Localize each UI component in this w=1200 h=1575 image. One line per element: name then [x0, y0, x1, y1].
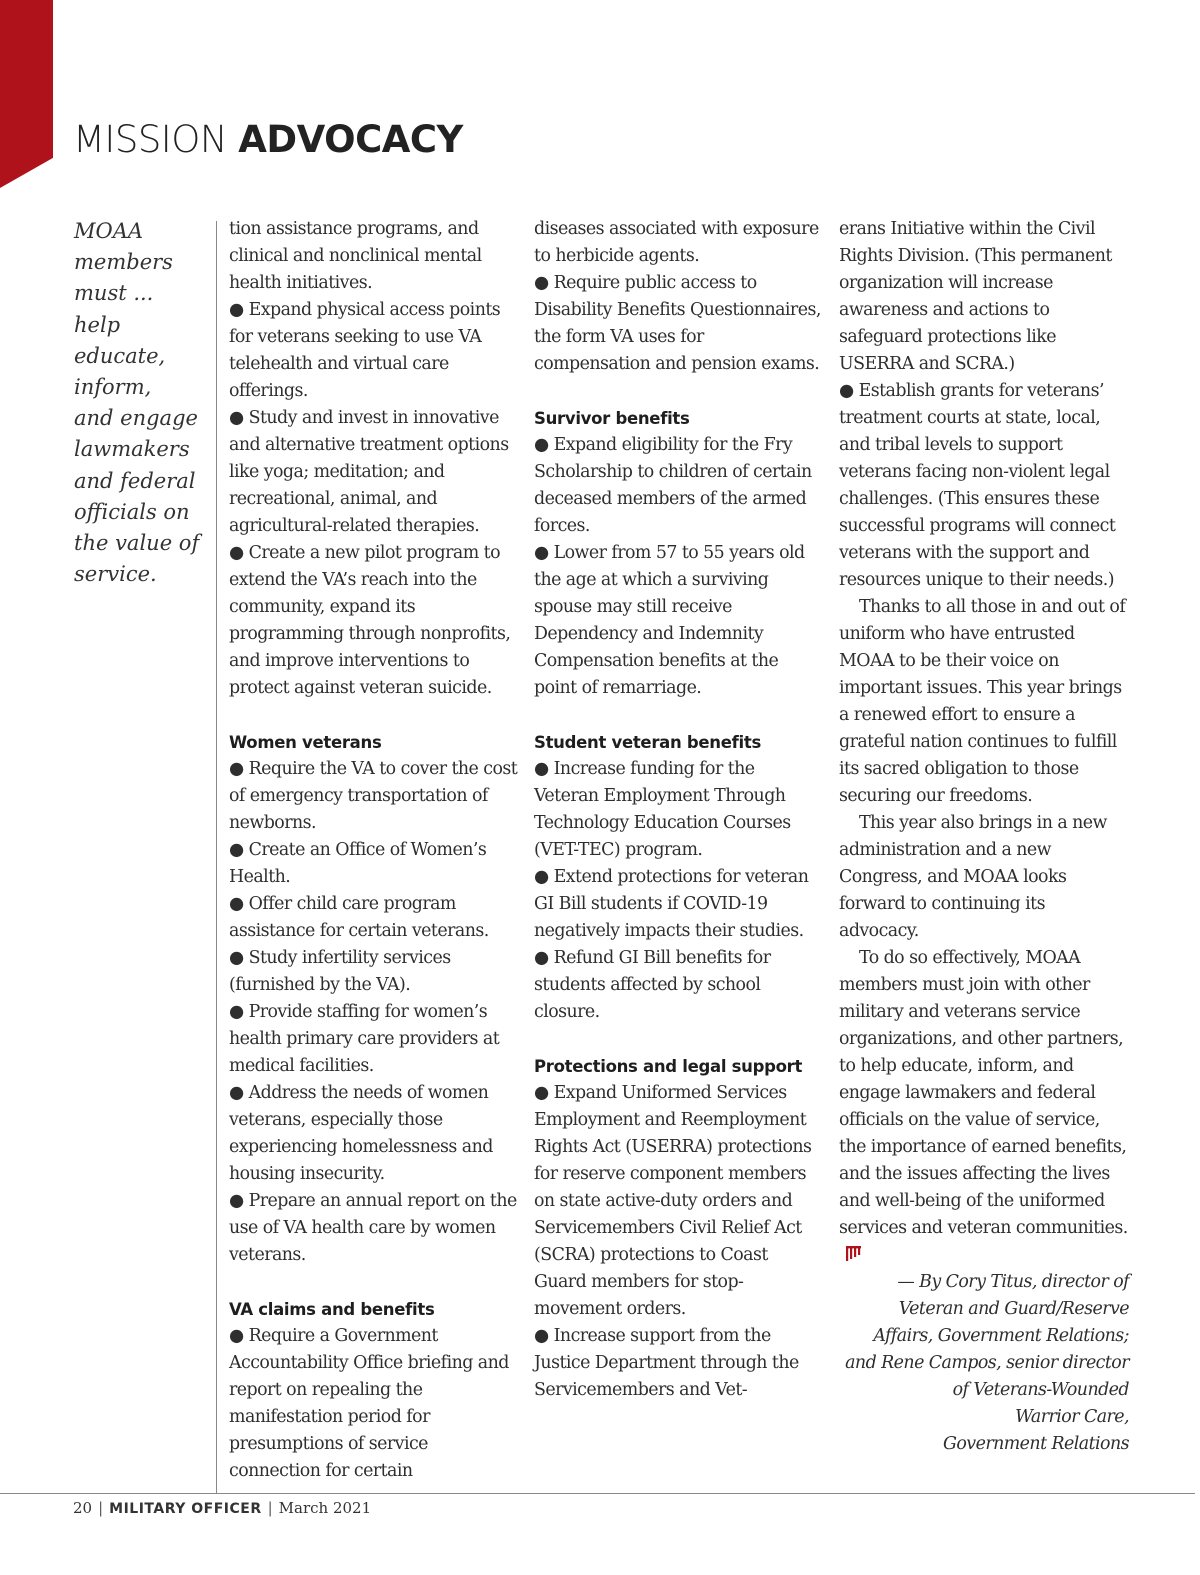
pull-quote-line: MOAA — [74, 219, 144, 243]
spacer — [534, 702, 824, 729]
magazine-name: MILITARY OFFICER — [109, 1501, 262, 1517]
pull-quote-line: service. — [74, 562, 157, 587]
subheading-survivor-benefits: Survivor benefits — [534, 409, 690, 428]
bullet-item: ● Establish grants for veterans’ treatment courts at state, local, and tribal levels to support veterans facing non-violent legal challenges. (This ensures these successful programs will connect veterans with the support and resources unique to their needs.) — [839, 381, 1116, 590]
author-byline — [839, 1269, 1129, 1458]
pull-quote-line: and engage — [74, 406, 198, 431]
bullet-item: ● Expand physical access points for veterans seeking to use VA telehealth and virtual care offerings. — [229, 300, 501, 401]
section-title — [73, 118, 463, 161]
byline-line: Government Relations — [943, 1434, 1129, 1454]
spacer — [229, 1269, 519, 1296]
paragraph: diseases associated with exposure to herbicide agents. — [534, 219, 819, 266]
paragraph — [839, 945, 1129, 1269]
paragraph: This year also brings in a new administration and a new Congress, and MOAA looks forward to continuing its advocacy. — [839, 813, 1107, 941]
end-mark-flag-icon — [845, 1246, 863, 1262]
paragraph: erans Initiative within the Civil Rights Division. (This permanent organization will increase awareness and actions to safeguard protections like USERRA and SCRA.) — [839, 219, 1112, 374]
footer-separator: | — [267, 1499, 273, 1517]
bullet-item: ● Require the VA to cover the cost of emergency transportation of newborns. — [229, 759, 518, 833]
bullet-item: ● Increase funding for the Veteran Employment Through Technology Education Courses (VET-TEC) program. — [534, 759, 791, 860]
page-footer — [73, 1497, 371, 1520]
subheading-protections: Protections and legal support — [534, 1057, 803, 1076]
article-column-1 — [229, 216, 519, 1485]
bullet-item: ● Increase support from the Justice Department through the Servicemembers and Vet- — [534, 1326, 799, 1400]
bullet-item: ● Prepare an annual report on the use of VA health care by women veterans. — [229, 1191, 517, 1265]
byline-line: Affairs, Government Relations; — [873, 1326, 1129, 1346]
pull-quote-line: inform, — [74, 375, 152, 400]
bullet-item: ● Provide staffing for women’s health primary care providers at medical facilities. — [229, 1002, 500, 1076]
bullet-item: ● Require a Government Accountability Office briefing and report on repealing the manifestation period for presumptions of service connection for certain — [229, 1326, 509, 1481]
bullet-item: ● Study and invest in innovative and alternative treatment options like yoga; meditation; and recreational, animal, and agricultural-related therapies. — [229, 408, 509, 536]
subheading-student-veteran-benefits: Student veteran benefits — [534, 733, 761, 752]
bullet-item: ● Lower from 57 to 55 years old the age at which a surviving spouse may still receive Dependency and Indemnity Compensation benefits at the point of remarriage. — [534, 543, 805, 698]
byline-line: Warrior Care, — [1015, 1407, 1129, 1427]
byline-line: of Veterans-Wounded — [952, 1380, 1129, 1400]
bullet-item: ● Create a new pilot program to extend the VA’s reach into the community, expand its programming through nonprofits, and improve interventions to protect against veteran suicide. — [229, 543, 511, 698]
bullet-item: ● Refund GI Bill benefits for students affected by school closure. — [534, 948, 771, 1022]
bullet-item: ● Require public access to Disability Benefits Questionnaires, the form VA uses for compensation and pension exams. — [534, 273, 821, 374]
byline-line: — By Cory Titus, director of — [897, 1272, 1129, 1292]
pull-quote-line: members — [74, 250, 173, 275]
pull-quote-line: and federal — [74, 468, 196, 493]
spacer — [534, 1026, 824, 1053]
section-title-bold: ADVOCACY — [238, 118, 463, 161]
article-column-2 — [534, 216, 824, 1404]
bullet-item: ● Create an Office of Women’s Health. — [229, 840, 487, 887]
pull-quote-line: help educate, — [74, 312, 166, 368]
subheading-women-veterans: Women veterans — [229, 733, 382, 752]
spacer — [229, 702, 519, 729]
bullet-item: ● Study infertility services (furnished by the VA). — [229, 948, 451, 995]
section-accent-tab — [0, 0, 53, 188]
paragraph: Thanks to all those in and out of uniform who have entrusted MOAA to be their voice on important issues. This year brings a renewed effort to ensure a grateful nation continues to fulfill its sacred obligation to those securing our freedoms. — [839, 597, 1126, 806]
pull-quote — [74, 216, 209, 590]
byline-line: and Rene Campos, senior director — [845, 1353, 1129, 1373]
column-divider — [216, 221, 217, 1493]
byline-line: Veteran and Guard/Reserve — [898, 1299, 1129, 1319]
closing-paragraph-text: To do so effectively, MOAA members must join with other military and veterans service organizations, and other partners, to help educate, inform, and engage lawmakers and federal officials on the value of service, the importance of earned benefits, and the issues affecting the lives and well-being of the uniformed services and veteran communities. — [839, 948, 1128, 1238]
spacer — [534, 378, 824, 405]
issue-date: March 2021 — [278, 1499, 372, 1517]
bullet-item: ● Offer child care program assistance for certain veterans. — [229, 894, 489, 941]
bullet-item: ● Expand eligibility for the Fry Scholarship to children of certain deceased members of the armed forces. — [534, 435, 812, 536]
pull-quote-line: must ... — [74, 281, 154, 306]
bullet-item: ● Address the needs of women veterans, especially those experiencing homelessness and housing insecurity. — [229, 1083, 493, 1184]
bullet-item: ● Expand Uniformed Services Employment and Reemployment Rights Act (USERRA) protections for reserve component members on state active-duty orders and Servicemembers Civil Relief Act (SCRA) protections to Coast Guard members for stop-movement orders. — [534, 1083, 812, 1319]
subheading-va-claims: VA claims and benefits — [229, 1300, 435, 1319]
page-number: 20 — [73, 1499, 93, 1517]
pull-quote-line: the value of — [74, 531, 200, 556]
section-title-light: MISSION — [73, 118, 228, 161]
pull-quote-line: lawmakers — [74, 437, 190, 462]
paragraph: tion assistance programs, and clinical and nonclinical mental health initiatives. — [229, 219, 482, 293]
bullet-item: ● Extend protections for veteran GI Bill students if COVID-19 negatively impacts their studies. — [534, 867, 809, 941]
pull-quote-line: officials on — [74, 499, 190, 524]
footer-separator: | — [98, 1499, 104, 1517]
footer-rule — [0, 1493, 1195, 1494]
article-column-3 — [839, 216, 1129, 1458]
